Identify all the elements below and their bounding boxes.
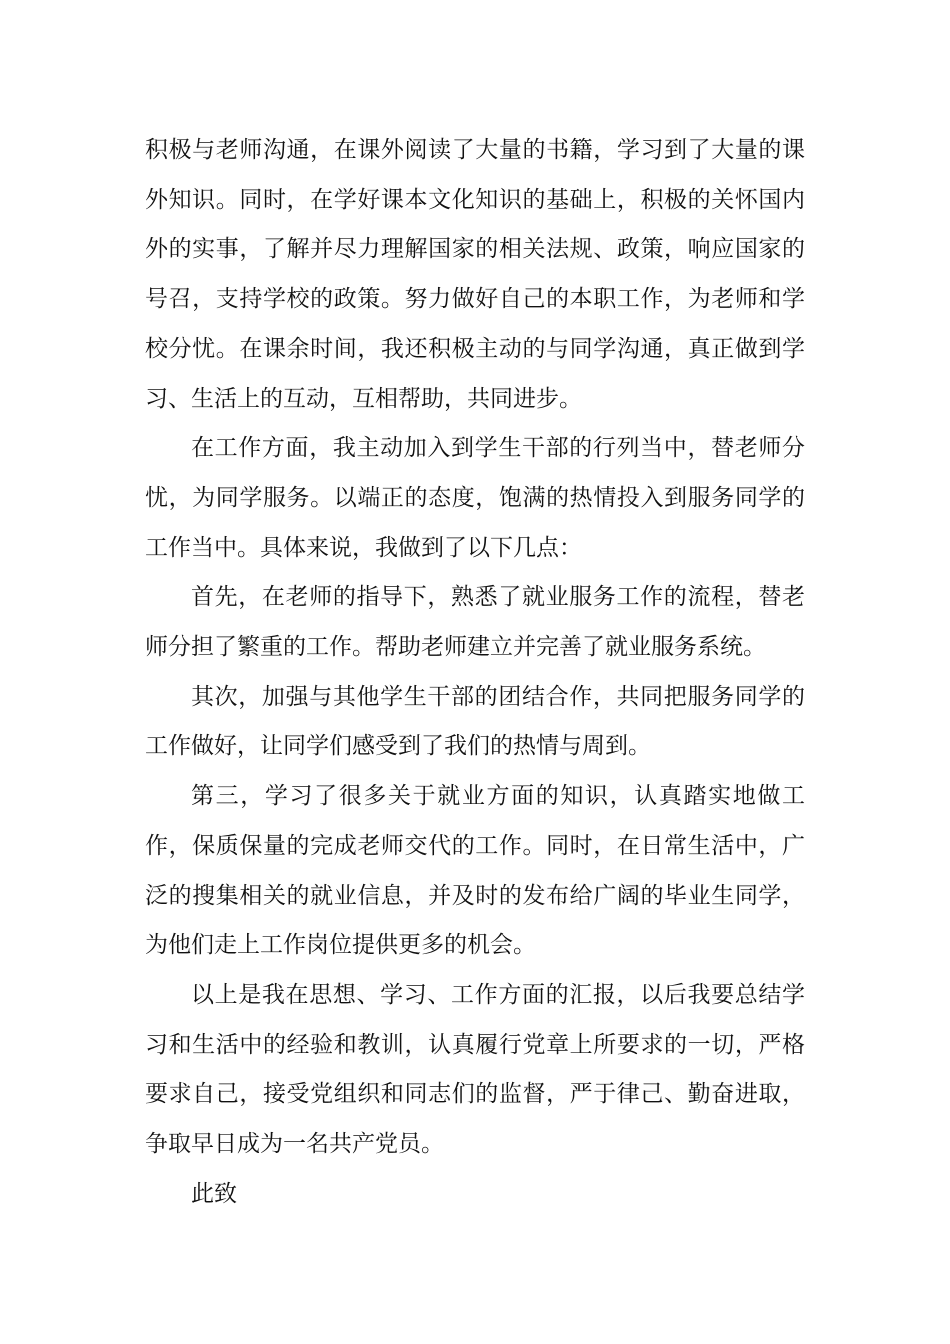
paragraph-3: 首先，在老师的指导下，熟悉了就业服务工作的流程，替老师分担了繁重的工作。帮助老师建立并完善了就业服务系统。: [145, 584, 805, 661]
paragraph-6: 以上是我在思想、学习、工作方面的汇报，以后我要总结学习和生活中的经验和教训，认真履行党章上所要求的一切，严格要求自己，接受党组织和同志们的监督，严于律己、勤奋进取，争取早日成为一名共产党员。: [145, 981, 805, 1158]
paragraph-5: 第三，学习了很多关于就业方面的知识，认真踏实地做工作，保质保量的完成老师交代的工作。同时，在日常生活中，广泛的搜集相关的就业信息，并及时的发布给广阔的毕业生同学，为他们走上工作岗位提供更多的机会。: [145, 783, 805, 959]
paragraph-4: 其次，加强与其他学生干部的团结合作，共同把服务同学的工作做好，让同学们感受到了我们的热情与周到。: [145, 683, 805, 760]
paragraph-1: 积极与老师沟通，在课外阅读了大量的书籍，学习到了大量的课外知识。同时，在学好课本文化知识的基础上，积极的关怀国内外的实事，了解并尽力理解国家的相关法规、政策，响应国家的号召，支持学校的政策。努力做好自己的本职工作，为老师和学校分忧。在课余时间，我还积极主动的与同学沟通，真正做到学习、生活上的互动，互相帮助，共同进步。: [145, 137, 805, 412]
paragraph-2: 在工作方面，我主动加入到学生干部的行列当中，替老师分忧，为同学服务。以端正的态度，饱满的热情投入到服务同学的工作当中。具体来说，我做到了以下几点：: [145, 435, 805, 561]
document-body: [145, 126, 805, 1219]
closing-salutation: 此致: [191, 1180, 237, 1207]
